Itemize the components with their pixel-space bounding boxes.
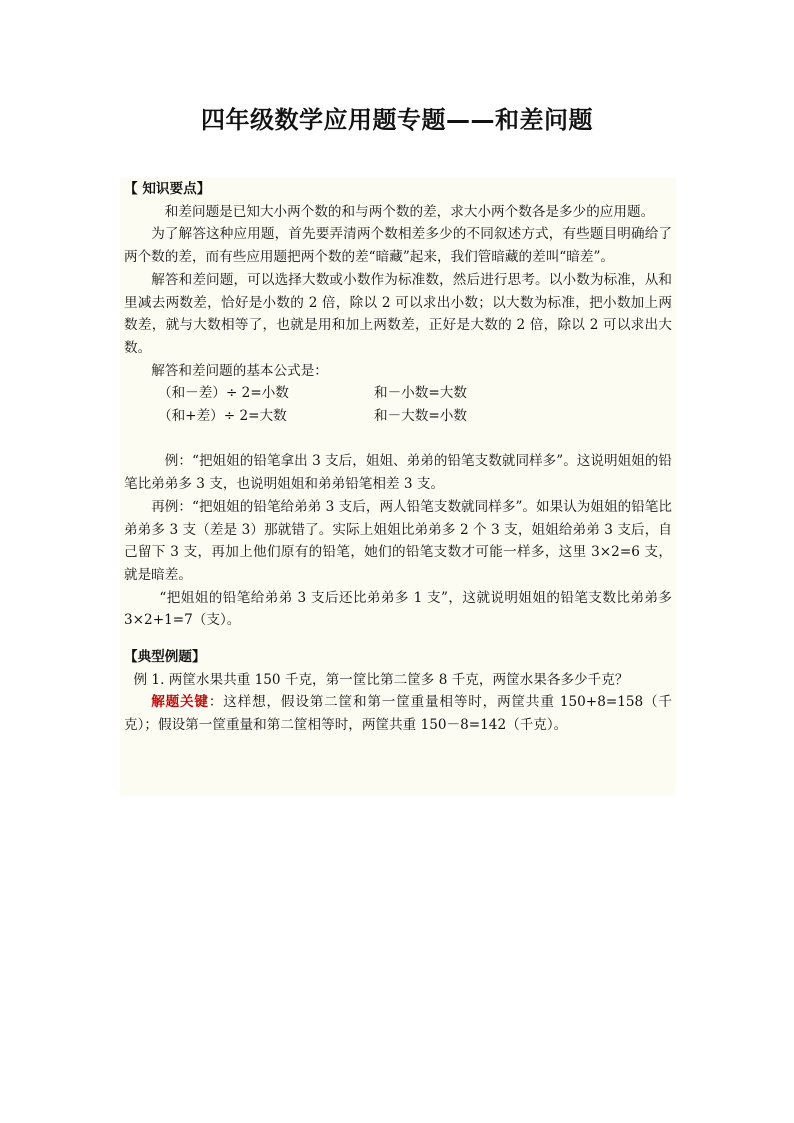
spacer bbox=[124, 428, 672, 451]
example-paragraph-2: 再例：“把姐姐的铅笔给弟弟 3 支后，两人铅笔支数就同样多”。如果认为姐姐的铅笔比弟弟多 3 支（差是 3）那就错了。实际上姐姐比弟弟多 2 个 3 支，姐姐给弟弟 3 支后，自己留下 3 支，再加上他们原有的铅笔，她们的铅笔支数才可能一样多，这里 3×2=6 支，就是暗差。 bbox=[124, 498, 672, 583]
document-title: 四年级数学应用题专题——和差问题 bbox=[201, 106, 593, 134]
solution-key-text: ：这样想，假设第二筐和第一筐重量相等时，两筐共重 150+8=158（千克）；假设第一筐重量和第二筐相等时，两筐共重 150－8=142（千克）。 bbox=[124, 694, 673, 734]
typical-heading: 【典型例题】 bbox=[124, 649, 206, 666]
formula-row-1 bbox=[124, 382, 672, 405]
knowledge-paragraph-1: 和差问题是已知大小两个数的和与两个数的差，求大小两个数各是多少的应用题。 bbox=[164, 203, 655, 220]
solution-key-label: 解题关键 bbox=[151, 694, 209, 711]
content-area bbox=[120, 178, 676, 796]
example-paragraph: 例：“把姐姐的铅笔拿出 3 支后，姐姐、弟弟的铅笔支数就同样多”。这说明姐姐的铅笔比弟弟多 3 支，也说明姐姐和弟弟铅笔相差 3 支。 bbox=[124, 453, 672, 493]
knowledge-heading: 【 知识要点】 bbox=[124, 181, 211, 197]
formula-row-2 bbox=[124, 405, 672, 428]
formula-small-from-big: 和－大数=小数 bbox=[374, 408, 467, 425]
solution-key-paragraph bbox=[124, 691, 672, 736]
example-question-1: 例 1. 两筐水果共重 150 千克，第一筐比第二筐多 8 千克，两筐水果各多少千克？ bbox=[133, 671, 629, 688]
example-paragraph-3: “把姐姐的铅笔给弟弟 3 支后还比弟弟多 1 支”，这就说明姐姐的铅笔支数比弟弟多 3×2+1=7（支）。 bbox=[124, 589, 672, 629]
formula-small: （和－差）÷ 2=小数 bbox=[158, 385, 289, 402]
knowledge-paragraph-2: 为了解答这种应用题，首先要弄清两个数相差多少的不同叙述方式，有些题目明确给了两个数的差，而有些应用题把两个数的差“暗藏”起来，我们管暗藏的差叫“暗差”。 bbox=[124, 226, 672, 266]
spacer bbox=[124, 632, 672, 646]
knowledge-paragraph-3: 解答和差问题，可以选择大数或小数作为标准数，然后进行思考。以小数为标准，从和里减去两数差，恰好是小数的 2 倍，除以 2 可以求出小数；以大数为标准，把小数加上两数差，就与大数相等了，也就是用和加上两数差，正好是大数的 2 倍，除以 2 可以求出大数。 bbox=[124, 271, 672, 356]
formula-intro: 解答和差问题的基本公式是： bbox=[151, 362, 328, 379]
formula-big: （和+差）÷ 2=大数 bbox=[158, 408, 287, 425]
formula-big-from-small: 和－小数=大数 bbox=[374, 385, 467, 402]
